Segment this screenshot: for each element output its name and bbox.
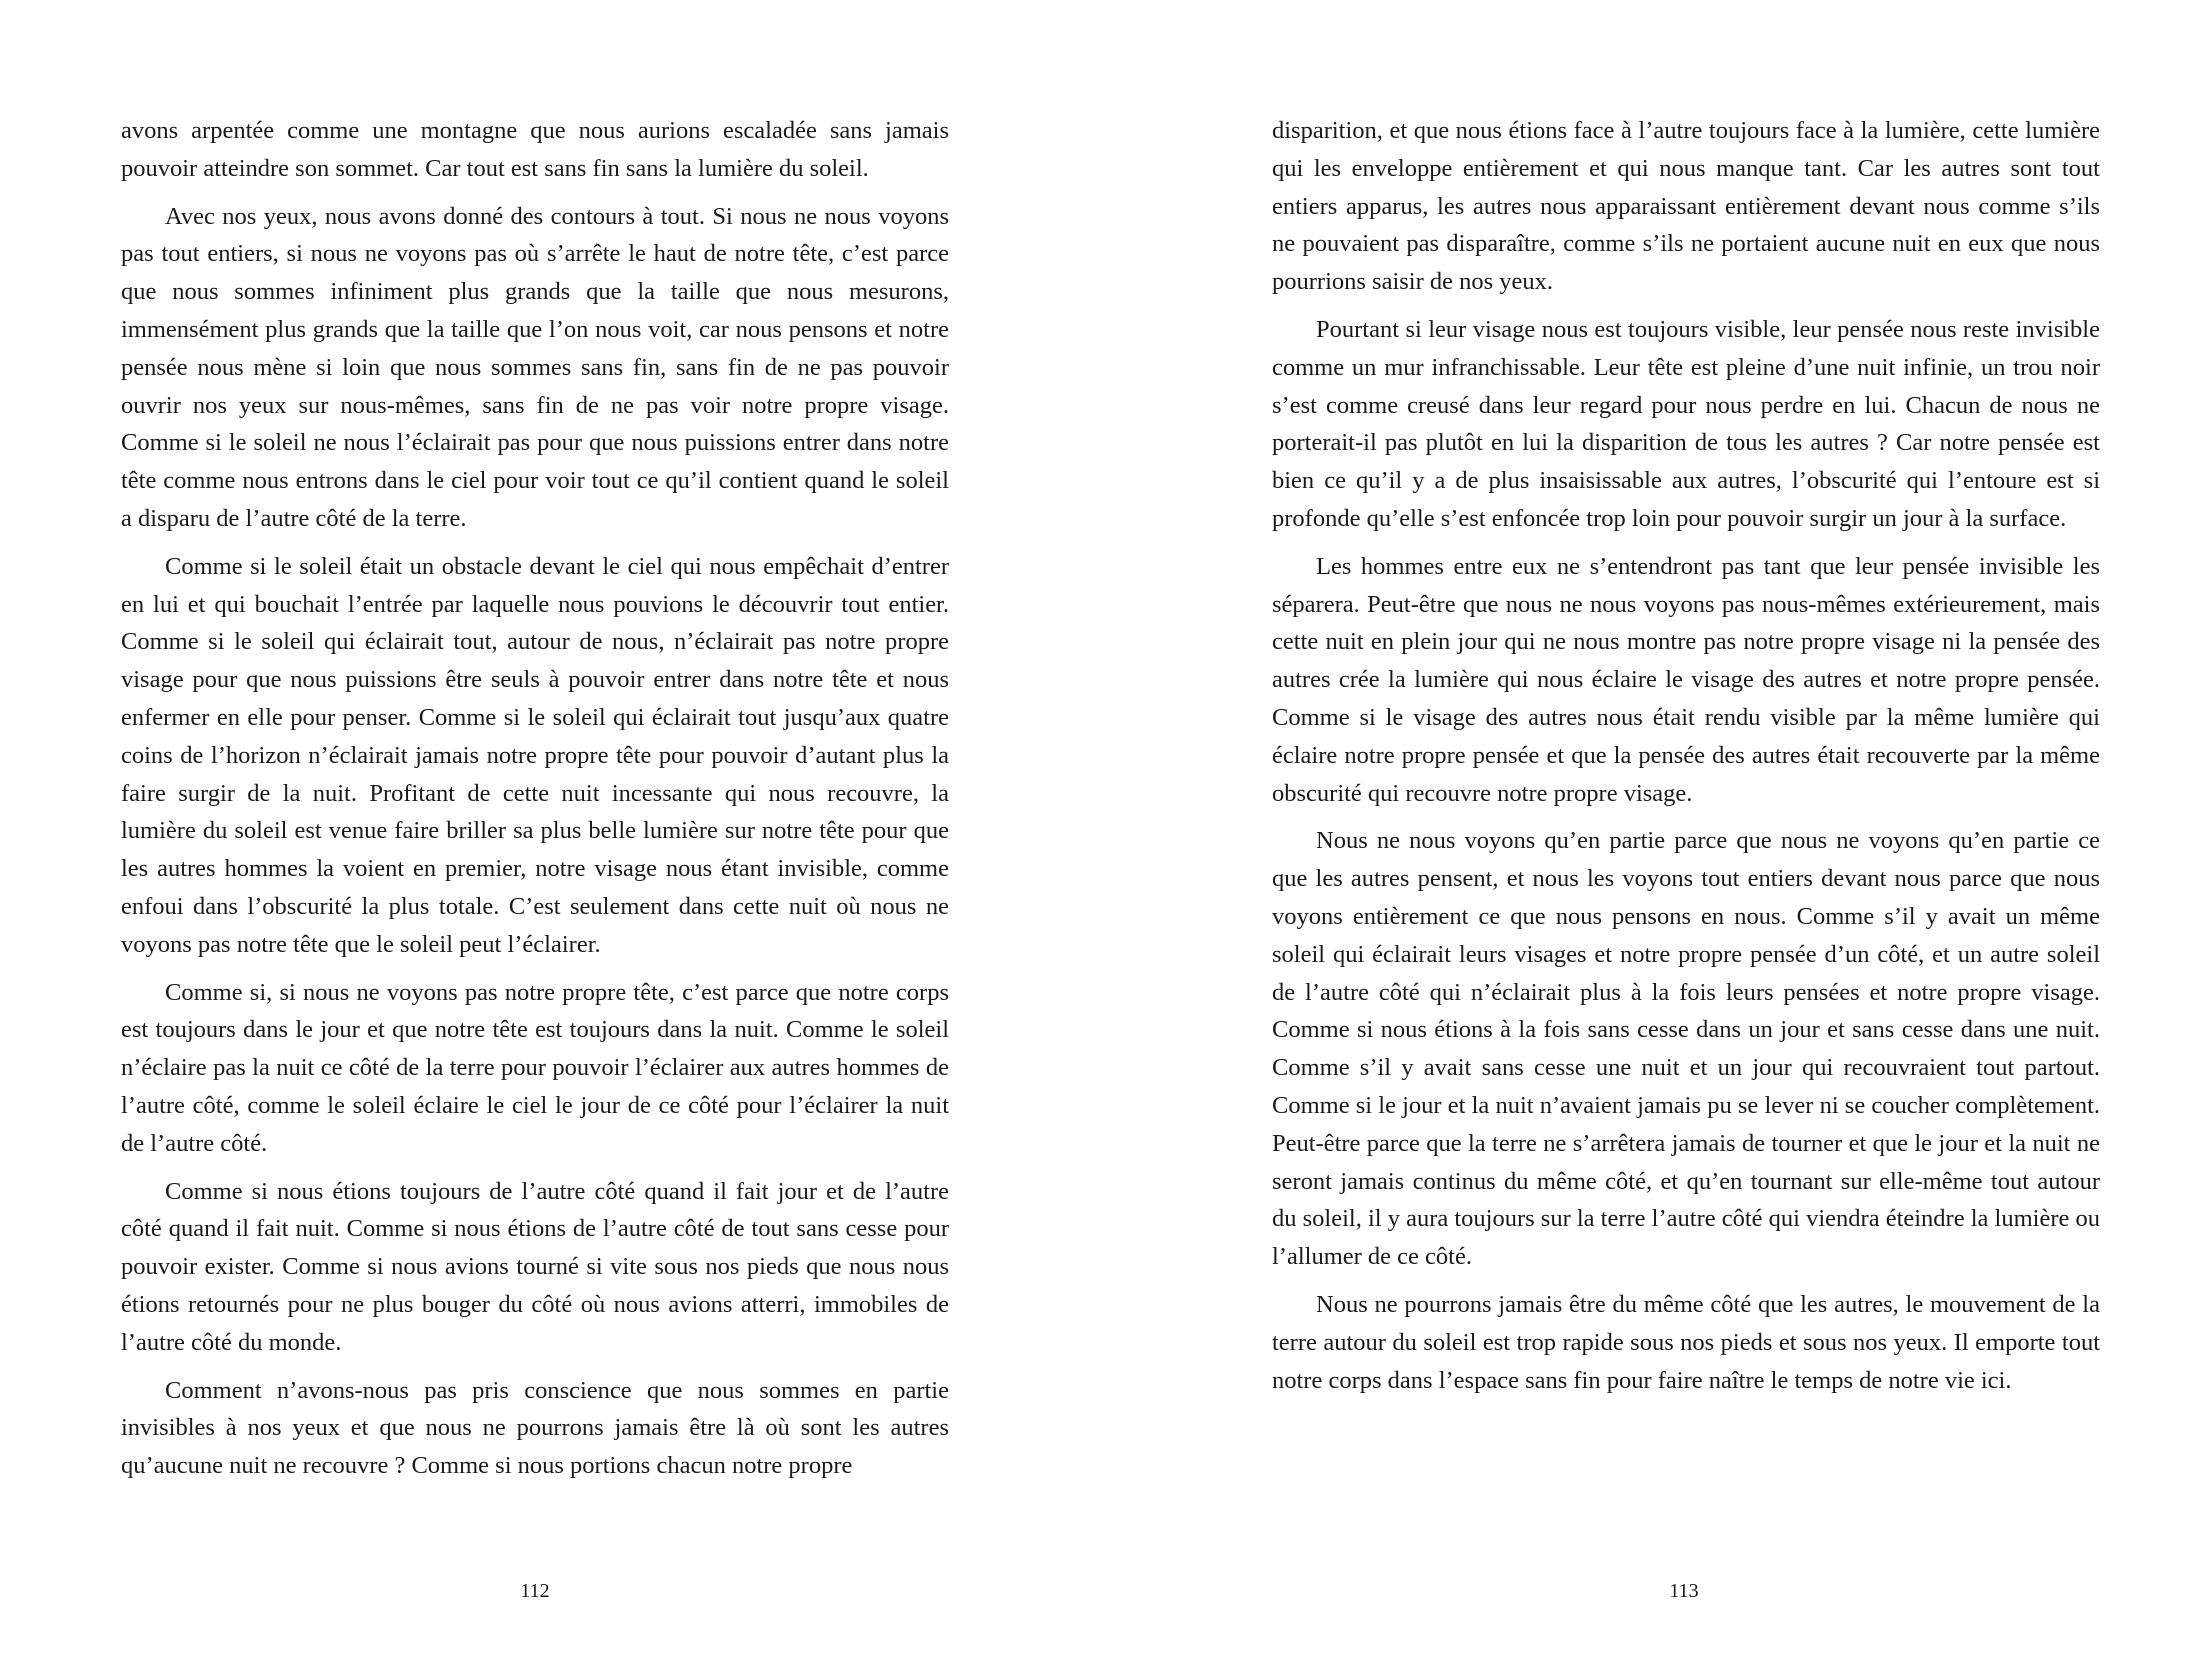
paragraph: Comme si, si nous ne voyons pas notre propre tête, c’est parce que notre corps est toujours dans le jour et que notre tête est toujours dans la nuit. Comme le soleil n’éclaire pas la nuit ce côté de la terre pour pouvoir l’éclairer aux autres hommes de l’autre côté, comme le soleil éclaire le ciel le jour de ce côté pour l’éclairer la nuit de l’autre côté. <box>121 978 949 1157</box>
paragraph: Comme si nous étions toujours de l’autre côté quand il fait jour et de l’autre côté quand il fait nuit. Comme si nous étions de l’autre côté de tout sans cesse pour pouvoir exister. Comme si nous avions tourné si vite sous nos pieds que nous nous étions retournés pour ne plus bouger du côté où nous avions atterri, immobiles de l’autre côté du monde. <box>121 1177 949 1356</box>
paragraph: Comment n’avons-nous pas pris conscience que nous sommes en partie invisibles à nos yeux et que nous ne pourrons jamais être là où sont les autres qu’aucune nuit ne recouvre ? Comme si nous portions chacun notre propre <box>121 1376 949 1480</box>
page-number: 112 <box>520 1580 550 1602</box>
paragraph: Comme si le soleil était un obstacle devant le ciel qui nous empêchait d’entrer en lui et qui bouchait l’entrée par laquelle nous pouvions le découvrir tout entier. Comme si le soleil qui éclairait tout, autour de nous, n’éclairait pas notre propre visage pour que nous puissions être seuls à pouvoir entrer dans notre tête et nous enfermer en elle pour penser. Comme si le soleil qui éclairait tout jusqu’aux quatre coins de l’horizon n’éclairait jamais notre propre tête pour pouvoir d’autant plus la faire surgir de la nuit. Profitant de cette nuit incessante qui nous recouvre, la lumière du soleil est venue faire briller sa plus belle lumière sur notre tête pour que les autres hommes la voient en premier, notre visage nous étant invisible, comme enfoui dans l’obscurité la plus totale. C’est seulement dans cette nuit où nous ne voyons pas notre tête que le soleil peut l’éclairer. <box>121 552 949 958</box>
right-page <box>1103 0 2205 1654</box>
paragraph: Pourtant si leur visage nous est toujours visible, leur pensée nous reste invisible comme un mur infranchissable. Leur tête est pleine d’une nuit infinie, un trou noir s’est comme creusé dans leur regard pour nous perdre en lui. Chacun de nous ne porterait-il pas plutôt en lui la disparition de tous les autres ? Car notre pensée est bien ce qu’il y a de plus insaisissable aux autres, l’obscurité qui l’entoure est si profonde qu’elle s’est enfoncée trop loin pour pouvoir surgir un jour à la surface. <box>1272 315 2100 532</box>
paragraph: Nous ne pourrons jamais être du même côté que les autres, le mouvement de la terre autour du soleil est trop rapide sous nos pieds et sous nos yeux. Il emporte tout notre corps dans l’espace sans fin pour faire naître le temps de notre vie ici. <box>1272 1290 2100 1394</box>
left-page <box>0 0 1102 1654</box>
paragraph: avons arpentée comme une montagne que nous aurions escaladée sans jamais pouvoir atteindre son sommet. Car tout est sans fin sans la lumière du soleil. <box>121 117 949 182</box>
page-number: 113 <box>1669 1580 1699 1602</box>
paragraph: Nous ne nous voyons qu’en partie parce que nous ne voyons qu’en partie ce que les autres pensent, et nous les voyons tout entiers devant nous parce que nous voyons entièrement ce que nous pensons en nous. Comme s’il y avait un même soleil qui éclairait leurs visages et notre propre pensée d’un côté, et un autre soleil de l’autre côté qui n’éclairait plus à la fois leurs pensées et notre propre visage. Comme si nous étions à la fois sans cesse dans un jour et sans cesse dans une nuit. Comme s’il y avait sans cesse une nuit et un jour qui recouvraient tout partout. Comme si le jour et la nuit n’avaient jamais pu se lever ni se coucher complètement. Peut-être parce que la terre ne s’arrêtera jamais de tourner et que le jour et la nuit ne seront jamais continus du même côté, et qu’en tournant sur elle-même tout autour du soleil, il y aura toujours sur la terre l’autre côté qui viendra éteindre la lumière ou l’allumer de ce côté. <box>1272 827 2100 1271</box>
paragraph: disparition, et que nous étions face à l’autre toujours face à la lumière, cette lumière qui les enveloppe entièrement et qui nous manque tant. Car les autres sont tout entiers apparus, les autres nous apparaissant entièrement devant nous comme s’ils ne pouvaient pas disparaître, comme s’ils ne portaient aucune nuit en eux que nous pourrions saisir de nos yeux. <box>1272 117 2100 296</box>
paragraph: Avec nos yeux, nous avons donné des contours à tout. Si nous ne nous voyons pas tout entiers, si nous ne voyons pas où s’arrête le haut de notre tête, c’est parce que nous sommes infiniment plus grands que la taille que nous mesurons, immensément plus grands que la taille que l’on nous voit, car nous pensons et notre pensée nous mène si loin que nous sommes sans fin, sans fin de ne pas pouvoir ouvrir nos yeux sur nous-mêmes, sans fin de ne pas voir notre propre visage. Comme si le soleil ne nous l’éclairait pas pour que nous puissions entrer dans notre tête comme nous entrons dans le ciel pour voir tout ce qu’il contient quand le soleil a disparu de l’autre côté de la terre. <box>121 202 949 532</box>
left-page-text <box>121 112 949 1495</box>
paragraph: Les hommes entre eux ne s’entendront pas tant que leur pensée invisible les séparera. Peut-être que nous ne nous voyons pas nous-mêmes extérieurement, mais cette nuit en plein jour qui ne nous montre pas notre propre visage ni la pensée des autres crée la lumière qui nous éclaire le visage des autres et notre propre pensée. Comme si le visage des autres nous était rendu visible par la même lumière qui éclaire notre propre pensée et que la pensée des autres était recouverte par la même obscurité qui recouvre notre propre visage. <box>1272 552 2100 807</box>
right-page-text <box>1272 112 2100 1409</box>
